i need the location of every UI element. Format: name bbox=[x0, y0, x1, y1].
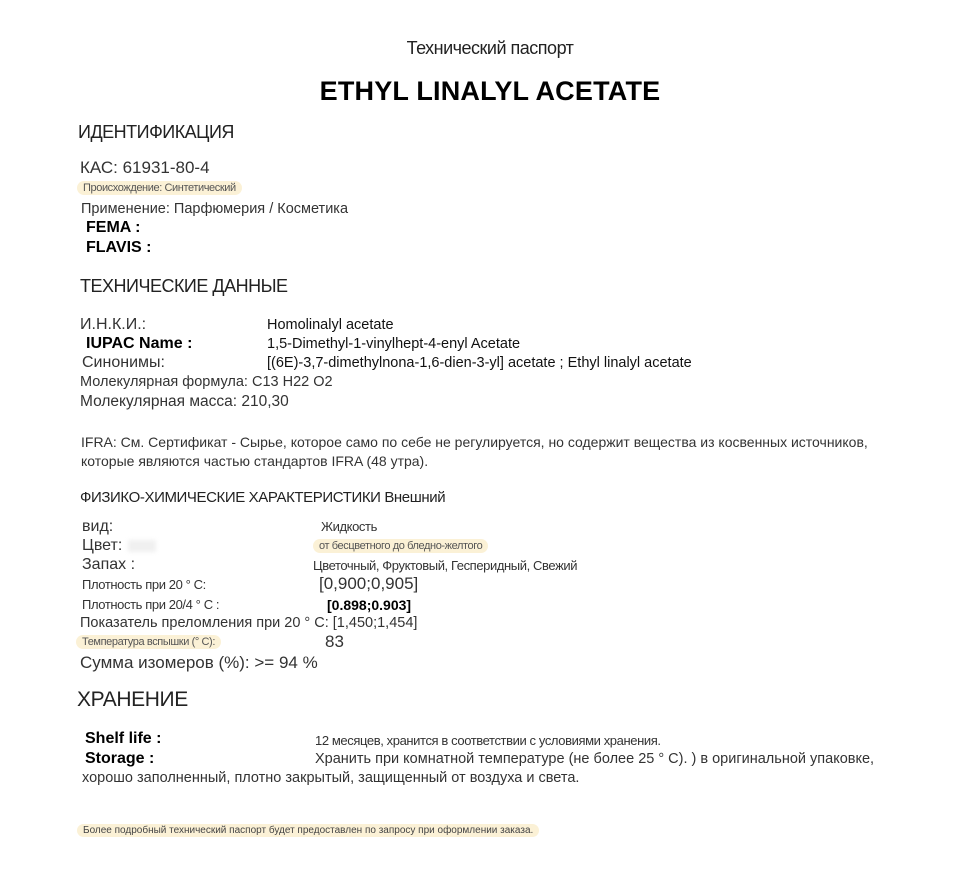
section-technical-heading: ТЕХНИЧЕСКИЕ ДАННЫЕ bbox=[80, 276, 288, 296]
inci-label: И.Н.К.И.: bbox=[80, 316, 147, 333]
density-20-value: [0,900;0,905] bbox=[319, 574, 419, 593]
document-kicker: Технический паспорт bbox=[406, 38, 574, 58]
molecular-mass: Молекулярная масса: 210,30 bbox=[80, 393, 289, 410]
section-storage-heading: ХРАНЕНИЕ bbox=[77, 688, 188, 711]
flavis-label: FLAVIS : bbox=[86, 239, 152, 256]
origin-badge: Происхождение: Синтетический bbox=[77, 181, 242, 195]
application-text: Применение: Парфюмерия / Косметика bbox=[81, 201, 349, 217]
fema-label: FEMA : bbox=[86, 219, 141, 236]
iupac-label: IUPAC Name : bbox=[86, 335, 193, 352]
section-identification-heading: ИДЕНТИФИКАЦИЯ bbox=[78, 122, 234, 142]
synonyms-value: [(6E)-3,7-dimethylnona-1,6-dien-3-yl] acetate ; Ethyl linalyl acetate bbox=[267, 355, 692, 371]
flash-point-label-badge: Температура вспышки (° C): bbox=[76, 635, 221, 649]
storage-label: Storage : bbox=[85, 750, 155, 767]
synonyms-label: Синонимы: bbox=[82, 354, 165, 371]
shelf-life-value: 12 месяцев, хранится в соответствии с условиями хранения. bbox=[315, 733, 661, 748]
molecular-formula: Молекулярная формула: C13 H22 O2 bbox=[80, 374, 333, 390]
ifra-statement: IFRA: См. Сертификат - Сырье, которое само по себе не регулируется, но содержит вещества из косвенных источников, которые являются частью стандартов IFRA (48 утра). bbox=[81, 434, 868, 469]
appearance-value: Жидкость bbox=[321, 519, 377, 534]
shelf-life-label: Shelf life : bbox=[85, 730, 162, 747]
odor-value: Цветочный, Фруктовый, Гесперидный, Свежий bbox=[313, 558, 578, 573]
color-label: Цвет: bbox=[82, 537, 156, 555]
storage-value: Хранить при комнатной температуре (не более 25 ° C). ) в оригинальной упаковке, bbox=[315, 751, 875, 767]
storage-value-continued: хорошо заполненный, плотно закрытый, защищенный от воздуха и света. bbox=[82, 770, 580, 786]
appearance-label: вид: bbox=[82, 518, 114, 535]
density-20-label: Плотность при 20 ° C: bbox=[82, 577, 206, 592]
section-physchem-heading: ФИЗИКО-ХИМИЧЕСКИЕ ХАРАКТЕРИСТИКИ Внешний bbox=[80, 489, 446, 506]
redaction-mark bbox=[128, 540, 156, 552]
footer-note-badge: Более подробный технический паспорт будет предоставлен по запросу при оформлении заказа. bbox=[77, 824, 539, 837]
cas-number: КАС: 61931-80-4 bbox=[80, 158, 210, 177]
refractive-index: Показатель преломления при 20 ° C: [1,450;1,454] bbox=[80, 615, 418, 631]
density-204-value: [0.898;0.903] bbox=[327, 597, 412, 613]
isomers-sum: Сумма изомеров (%): >= 94 % bbox=[80, 653, 318, 672]
flash-point-value: 83 bbox=[325, 632, 344, 651]
inci-value: Homolinalyl acetate bbox=[267, 317, 394, 333]
color-value-badge: от бесцветного до бледно-желтого bbox=[313, 539, 488, 553]
iupac-value: 1,5-Dimethyl-1-vinylhept-4-enyl Acetate bbox=[267, 336, 521, 352]
document-title: ETHYL LINALYL ACETATE bbox=[319, 76, 661, 106]
odor-label: Запах : bbox=[82, 556, 136, 573]
density-204-label: Плотность при 20/4 ° C : bbox=[82, 597, 220, 612]
